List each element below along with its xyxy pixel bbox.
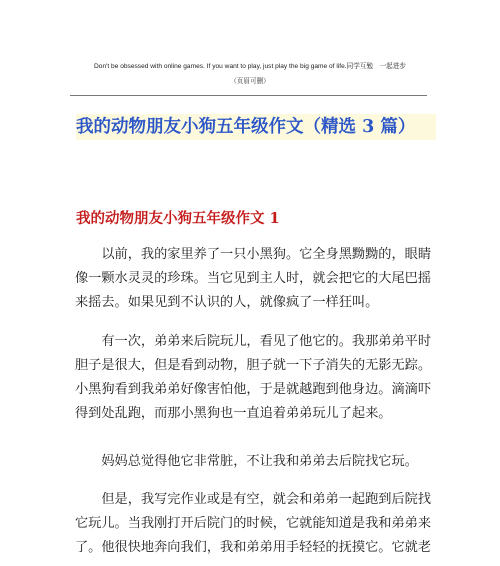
- paragraph-line: 但是，我写完作业或是有空，就会和弟弟一起跑到后院找: [75, 492, 432, 507]
- paragraph-line: 来摇去。如果见到不认识的人，就像疯了一样狂叫。: [75, 295, 379, 310]
- document-title: 我的动物朋友小狗五年级作文（精选 3 篇）: [76, 114, 436, 140]
- paragraph: [75, 243, 435, 315]
- section-heading: 我的动物朋友小狗五年级作文 1: [76, 210, 280, 227]
- page-header-note: （页眉可删）: [230, 77, 270, 85]
- paragraph-line: 胆子是很大，但是看到动物，胆子就一下子消失的无影无踪。: [75, 358, 432, 373]
- paragraph-line: 它玩儿。当我刚打开后院门的时候，它就能知道是我和弟弟来: [75, 516, 432, 531]
- paragraph-line: 得到处乱跑，而那小黑狗也一直追着弟弟玩儿了起来。: [75, 406, 392, 421]
- paragraph-line: 了。他很快地奔向我们，我和弟弟用手轻轻的抚摸它。它就老: [75, 540, 432, 555]
- paragraph-line: 妈妈总觉得他它非常脏，不让我和弟弟去后院找它玩。: [75, 454, 418, 469]
- paragraph: [75, 330, 435, 426]
- paragraph-line: 以前，我的家里养了一只小黑狗。它全身黑黝黝的，眼睛: [75, 247, 432, 262]
- paragraph-line: 像一颗水灵灵的珍珠。当它见到主人时，就会把它的大尾巴摇: [75, 271, 432, 286]
- header-divider: [70, 95, 427, 96]
- paragraph-line: 小黑狗看到我弟弟好像害怕他，于是就越跑到他身边。滴滴吓: [75, 382, 432, 397]
- paragraph: [75, 488, 435, 560]
- paragraph-line: 有一次，弟弟来后院玩儿，看见了他它的。我那弟弟平时: [75, 334, 432, 349]
- paragraph: [75, 450, 435, 474]
- page-header-motto: Don't be obsessed with online games. If you want to play, just play the big game of life.同学互勉 一起进步: [94, 63, 406, 70]
